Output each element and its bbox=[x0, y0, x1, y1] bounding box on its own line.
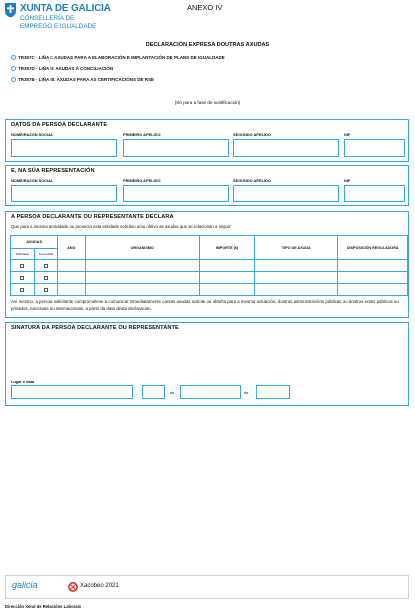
regulation-cell[interactable] bbox=[338, 260, 408, 272]
organism-cell[interactable] bbox=[85, 260, 199, 272]
rep-first-surname-input[interactable] bbox=[123, 185, 229, 202]
logo-subtitle-1: CONSELLERÍA DE bbox=[20, 15, 75, 22]
organism-cell[interactable] bbox=[85, 272, 199, 284]
checkbox[interactable] bbox=[20, 264, 24, 268]
field-label: PRIMEIRO APELIDO bbox=[123, 178, 161, 183]
checkbox[interactable] bbox=[20, 288, 24, 292]
amount-cell[interactable] bbox=[199, 284, 254, 296]
organism-cell[interactable] bbox=[85, 284, 199, 296]
commitment-text: Así mesmo, a persoa solicitante comprométese a comunicar inmediatamente cantas axudas solicite ou obteña para a mesma actuación, doutras administracións públicas ou doutros entes públicos ou privados, nacionais ou internacionais, a partir da data desta declaración. bbox=[11, 299, 399, 311]
field-label: NIF bbox=[344, 178, 351, 183]
field-label: PRIMEIRO APELIDO bbox=[123, 132, 161, 137]
amount-header: IMPORTE (€) bbox=[199, 236, 254, 260]
year-cell[interactable] bbox=[58, 284, 85, 296]
field-label: NOME/RAZÓN SOCIAL bbox=[11, 178, 54, 183]
requested-header: Solicitada bbox=[11, 249, 35, 260]
option-label: TR357C - LIÑA I: AXUDAS PARA A ELABORACIÓN E IMPLANTACIÓN DE PLANS DE IGUALDADE bbox=[18, 55, 225, 60]
year-header: ANO bbox=[58, 236, 85, 260]
aid-type-cell[interactable] bbox=[255, 272, 338, 284]
year-input[interactable] bbox=[256, 385, 290, 399]
option-label: TR357B - LIÑA III: AXUDAS PARA AS CERTIFICACIÓNS DE RSE bbox=[18, 77, 155, 82]
first-surname-input[interactable] bbox=[123, 139, 229, 157]
checkbox[interactable] bbox=[44, 264, 48, 268]
aid-header: AXUDAS bbox=[11, 236, 58, 249]
field-label: SEGUNDO APELIDO bbox=[233, 178, 271, 183]
field-label: NOME/RAZÓN SOCIAL bbox=[11, 132, 54, 137]
table-row bbox=[11, 272, 408, 284]
xacobeo-icon bbox=[68, 581, 78, 593]
granted-cell[interactable] bbox=[34, 284, 58, 296]
day-input[interactable] bbox=[142, 385, 165, 399]
year-cell[interactable] bbox=[58, 260, 85, 272]
granted-header: Concedida bbox=[34, 249, 58, 260]
aid-type-header: TIPO DE AXUDA bbox=[255, 236, 338, 260]
logo-subtitle-2: EMPREGO E IGUALDADE bbox=[20, 22, 97, 30]
granted-cell[interactable] bbox=[34, 272, 58, 284]
checkbox[interactable] bbox=[44, 276, 48, 280]
field-label: NIF bbox=[344, 132, 351, 137]
document-title: DECLARACIÓN EXPRESA DOUTRAS AXUDAS bbox=[145, 42, 270, 48]
de-label-2: de bbox=[244, 390, 249, 395]
section-title: E, NA SÚA REPRESENTACIÓN bbox=[11, 168, 95, 174]
amount-cell[interactable] bbox=[199, 260, 254, 272]
comma-separator: , bbox=[136, 391, 138, 396]
requested-cell[interactable] bbox=[11, 284, 35, 296]
place-input[interactable] bbox=[11, 385, 133, 399]
declaration-section bbox=[5, 211, 409, 318]
checkbox[interactable] bbox=[20, 276, 24, 280]
organism-header: ORGANISMO bbox=[85, 236, 199, 260]
radio-button[interactable] bbox=[11, 55, 16, 60]
regulation-cell[interactable] bbox=[338, 272, 408, 284]
section-title: SINATURA DA PERSOA DECLARANTE OU REPRESENTANTE bbox=[11, 325, 179, 331]
regulation-header: DISPOSICIÓN REGULADORA bbox=[338, 236, 408, 260]
aid-line-option-1[interactable] bbox=[11, 55, 225, 60]
nif-input[interactable] bbox=[344, 139, 405, 157]
direction-label: Dirección Xeral de Relacións Laborais bbox=[5, 604, 82, 609]
name-input[interactable] bbox=[11, 139, 117, 157]
requested-cell[interactable] bbox=[11, 272, 35, 284]
aid-type-cell[interactable] bbox=[255, 260, 338, 272]
xunta-logo bbox=[4, 2, 114, 34]
rep-second-surname-input[interactable] bbox=[233, 185, 339, 202]
table-row bbox=[11, 284, 408, 296]
place-date-label: Lugar e data bbox=[11, 379, 35, 384]
aid-type-cell[interactable] bbox=[255, 284, 338, 296]
month-input[interactable] bbox=[180, 385, 241, 399]
regulation-cell[interactable] bbox=[338, 284, 408, 296]
section-title: DATOS DA PERSOA DECLARANTE bbox=[11, 122, 108, 128]
declarant-section bbox=[5, 119, 409, 162]
field-label: SEGUNDO APELIDO bbox=[233, 132, 271, 137]
aid-line-option-2[interactable] bbox=[11, 66, 113, 71]
option-label: TR357D - LIÑA II: AXUDAS Á CONCILIACIÓN bbox=[18, 66, 114, 71]
amount-cell[interactable] bbox=[199, 272, 254, 284]
de-label-1: de bbox=[170, 390, 175, 395]
other-aid-table bbox=[10, 235, 408, 296]
galicia-emblem-icon bbox=[4, 2, 17, 18]
declaration-intro: Que para a mesma actividade ou proxecto esta entidade solicitou e/ou obtivo as axudas que se relacionan a seguir: bbox=[11, 224, 232, 229]
representative-section bbox=[5, 165, 409, 206]
radio-button[interactable] bbox=[11, 77, 16, 82]
xacobeo-logo: Xacobeo 2021 bbox=[80, 583, 119, 589]
requested-cell[interactable] bbox=[11, 260, 35, 272]
annex-label: ANEXO IV bbox=[187, 3, 223, 12]
section-title: A PERSOA DECLARANTE OU REPRESENTANTE DECLARA bbox=[11, 214, 174, 220]
table-row bbox=[11, 260, 408, 272]
radio-button[interactable] bbox=[11, 66, 16, 71]
rep-name-input[interactable] bbox=[11, 185, 117, 202]
checkbox[interactable] bbox=[44, 288, 48, 292]
footer-logos bbox=[5, 575, 409, 599]
granted-cell[interactable] bbox=[34, 260, 58, 272]
rep-nif-input[interactable] bbox=[344, 185, 405, 202]
phase-note: (Só para a fase de xustificación) bbox=[174, 100, 241, 105]
signature-section bbox=[5, 322, 409, 406]
second-surname-input[interactable] bbox=[233, 139, 339, 157]
galicia-logo: galicia bbox=[12, 580, 38, 590]
aid-line-option-3[interactable] bbox=[11, 77, 154, 82]
logo-title: XUNTA DE GALICIA bbox=[20, 3, 111, 14]
year-cell[interactable] bbox=[58, 272, 85, 284]
